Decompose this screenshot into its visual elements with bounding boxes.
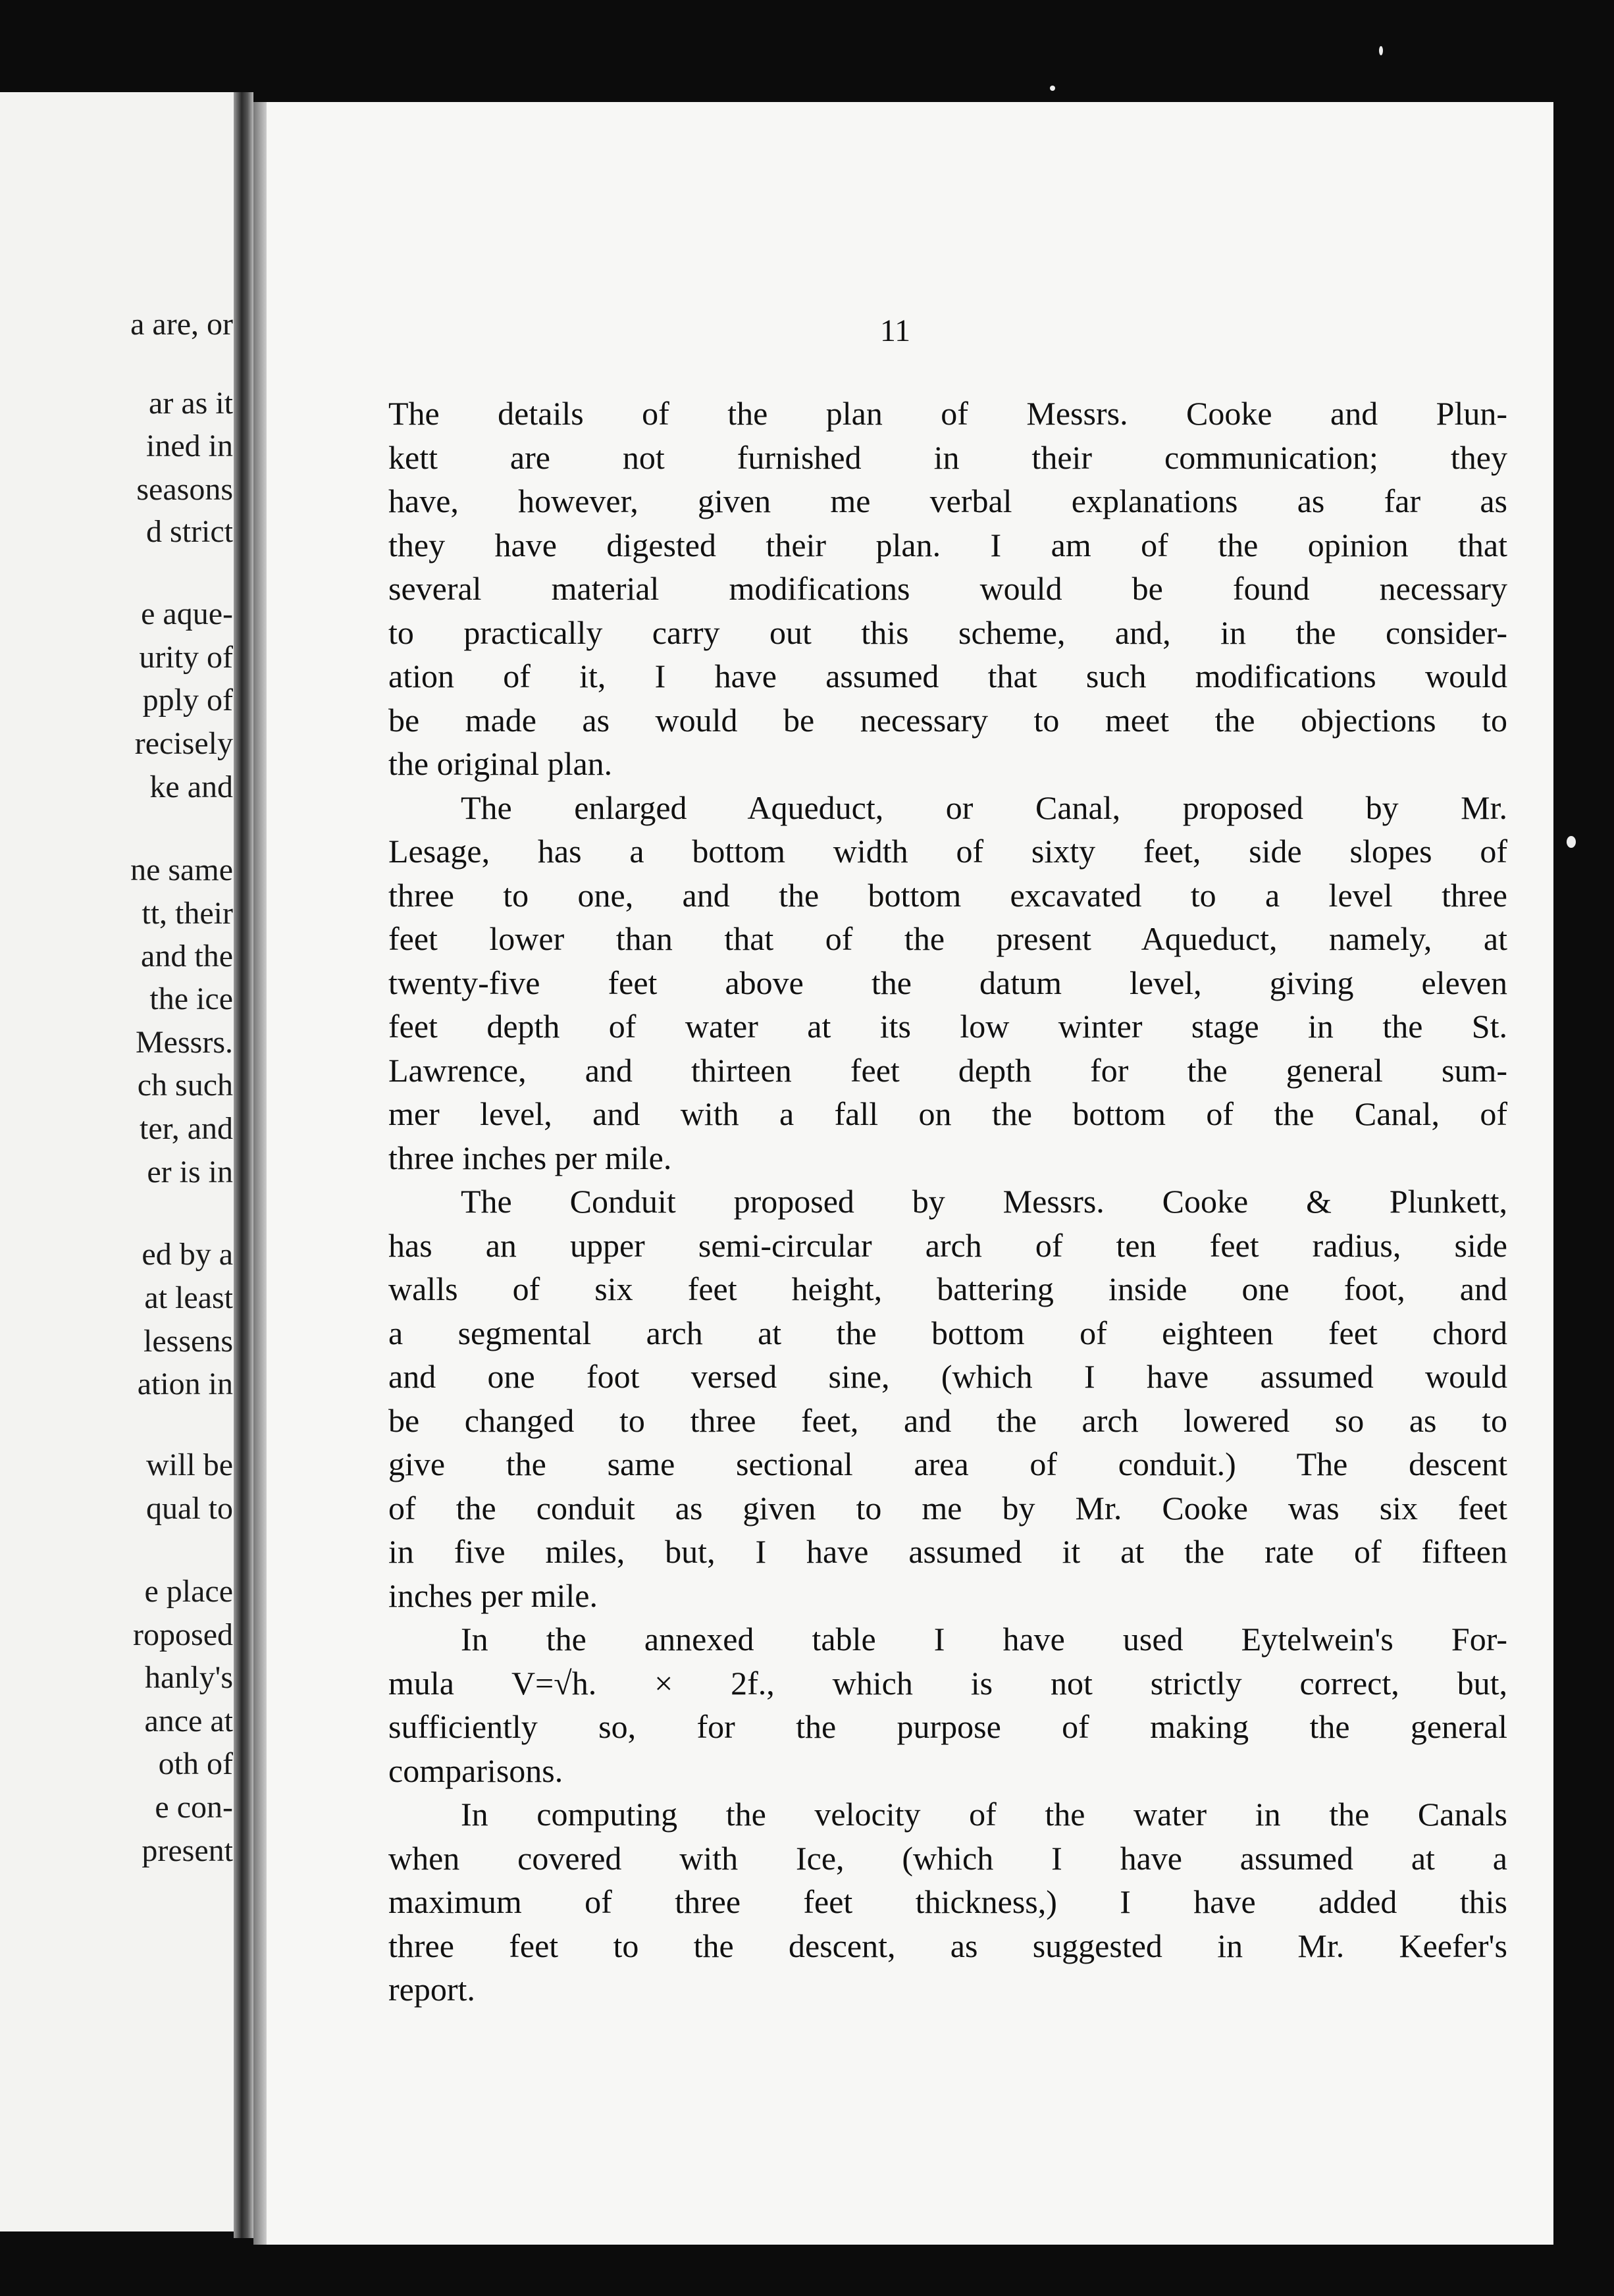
- left-page-fragment: the ice: [149, 981, 233, 1016]
- text-line: give the same sectional area of conduit.) The descent: [388, 1446, 1507, 1482]
- left-page-fragment: a are, or: [130, 307, 233, 342]
- left-page-fragment: roposed: [133, 1617, 233, 1652]
- left-page-fragment: ke and: [149, 770, 233, 804]
- text-line: twenty-five feet above the datum level, giving eleven: [388, 964, 1507, 1001]
- left-page-fragment: pply of: [142, 683, 233, 718]
- text-line: Lesage, has a bottom width of sixty feet, side slopes of: [388, 833, 1507, 870]
- text-line: The details of the plan of Messrs. Cooke and Plun-: [388, 395, 1507, 432]
- left-page-fragment: present: [142, 1833, 233, 1868]
- paragraph: [388, 1792, 1507, 2012]
- text-line: feet depth of water at its low winter stage in the St.: [388, 1008, 1507, 1045]
- text-line: comparisons.: [388, 1752, 563, 1789]
- text-line: they have digested their plan. I am of the opinion that: [388, 526, 1507, 563]
- text-line: kett are not furnished in their communication; they: [388, 438, 1507, 476]
- left-page-fragment: ance at: [144, 1704, 233, 1738]
- text-line: mula V=√h. × 2f., which is not strictly correct, but,: [388, 1664, 1507, 1702]
- left-page-fragment: urity of: [139, 640, 233, 675]
- left-page-fragment: ch such: [137, 1068, 233, 1103]
- left-page-fragment: will be: [146, 1448, 233, 1482]
- left-page-fragment: er is in: [147, 1155, 233, 1189]
- page-number: 11: [879, 313, 911, 348]
- left-page-fragment: oth of: [158, 1746, 233, 1781]
- text-line: several material modifications would be found necessary: [388, 570, 1507, 607]
- left-page-fragment: seasons: [136, 472, 233, 507]
- page-edge-shadow: [253, 102, 267, 2245]
- text-line: the original plan.: [388, 745, 613, 782]
- text-line: three feet to the descent, as suggested in Mr. Keefer's: [388, 1927, 1507, 1964]
- left-page-fragment: hanly's: [145, 1660, 233, 1695]
- text-line: maximum of three feet thickness,) I have added this: [388, 1883, 1507, 1920]
- paragraph: [388, 392, 1507, 786]
- text-line: report.: [388, 1971, 475, 2008]
- text-line: inches per mile.: [388, 1577, 598, 1614]
- left-page-fragment: e place: [144, 1574, 233, 1609]
- left-page-fragment: Messrs.: [135, 1025, 233, 1060]
- text-line: three inches per mile.: [388, 1139, 672, 1176]
- paragraph: [388, 786, 1507, 1180]
- text-line: in five miles, but, I have assumed it at the rate of fifteen: [388, 1533, 1507, 1570]
- left-page-fragment: recisely: [134, 726, 233, 761]
- text-line: to practically carry out this scheme, and, in the consider-: [388, 613, 1507, 651]
- text-line: In the annexed table I have used Eytelwein's For-: [461, 1621, 1507, 1657]
- text-line: In computing the velocity of the water in the Canals: [461, 1796, 1507, 1833]
- text-line: a segmental arch at the bottom of eighteen feet chord: [388, 1314, 1507, 1351]
- scan-speck: [1050, 86, 1055, 91]
- left-page-fragment: ation in: [137, 1367, 233, 1401]
- text-line: be changed to three feet, and the arch lowered so as to: [388, 1401, 1507, 1439]
- left-page-fragment: e con-: [155, 1790, 233, 1825]
- paragraph: [388, 1180, 1507, 1617]
- left-page-fragment: ter, and: [139, 1111, 233, 1146]
- text-line: be made as would be necessary to meet the objections to: [388, 701, 1507, 739]
- text-line: ation of it, I have assumed that such modifications would: [388, 658, 1507, 694]
- scan-speck: [1567, 836, 1576, 848]
- text-line: walls of six feet height, battering inside one foot, and: [388, 1270, 1507, 1307]
- text-line: The Conduit proposed by Messrs. Cooke & Plunkett,: [461, 1183, 1507, 1220]
- left-page-fragment: and the: [141, 939, 233, 974]
- body-text: [388, 392, 1507, 2012]
- left-page-fragment: ined in: [146, 429, 233, 463]
- left-page-fragment: qual to: [146, 1491, 233, 1526]
- left-page-fragment: ne same: [130, 852, 233, 887]
- left-page-fragment: tt, their: [142, 896, 233, 931]
- left-page-fragment: d strict: [146, 514, 233, 549]
- left-facing-page: [0, 92, 245, 2231]
- text-line: of the conduit as given to me by Mr. Cooke was six feet: [388, 1489, 1507, 1526]
- text-line: has an upper semi-circular arch of ten feet radius, side: [388, 1226, 1507, 1264]
- text-line: Lawrence, and thirteen feet depth for the general sum-: [388, 1051, 1507, 1089]
- scan-speck: [1379, 46, 1383, 55]
- text-line: when covered with Ice, (which I have assumed at a: [388, 1839, 1507, 1877]
- left-page-fragment: lessens: [143, 1324, 233, 1359]
- text-line: The enlarged Aqueduct, or Canal, proposed by Mr.: [461, 789, 1507, 826]
- text-line: mer level, and with a fall on the bottom of the Canal, of: [388, 1095, 1507, 1132]
- text-line: and one foot versed sine, (which I have assumed would: [388, 1358, 1507, 1395]
- text-line: feet lower than that of the present Aqueduct, namely, at: [388, 920, 1507, 957]
- right-page: [253, 102, 1553, 2245]
- book-gutter: [234, 92, 253, 2238]
- text-line: three to one, and the bottom excavated to a level three: [388, 876, 1507, 914]
- left-page-fragment: at least: [144, 1280, 233, 1315]
- paragraph: [388, 1617, 1507, 1792]
- text-line: sufficiently so, for the purpose of making the general: [388, 1708, 1507, 1745]
- text-line: have, however, given me verbal explanations as far as: [388, 483, 1507, 519]
- left-page-fragment: ar as it: [149, 386, 233, 421]
- left-page-fragment: e aque-: [141, 596, 233, 631]
- left-page-fragment: ed by a: [142, 1237, 233, 1272]
